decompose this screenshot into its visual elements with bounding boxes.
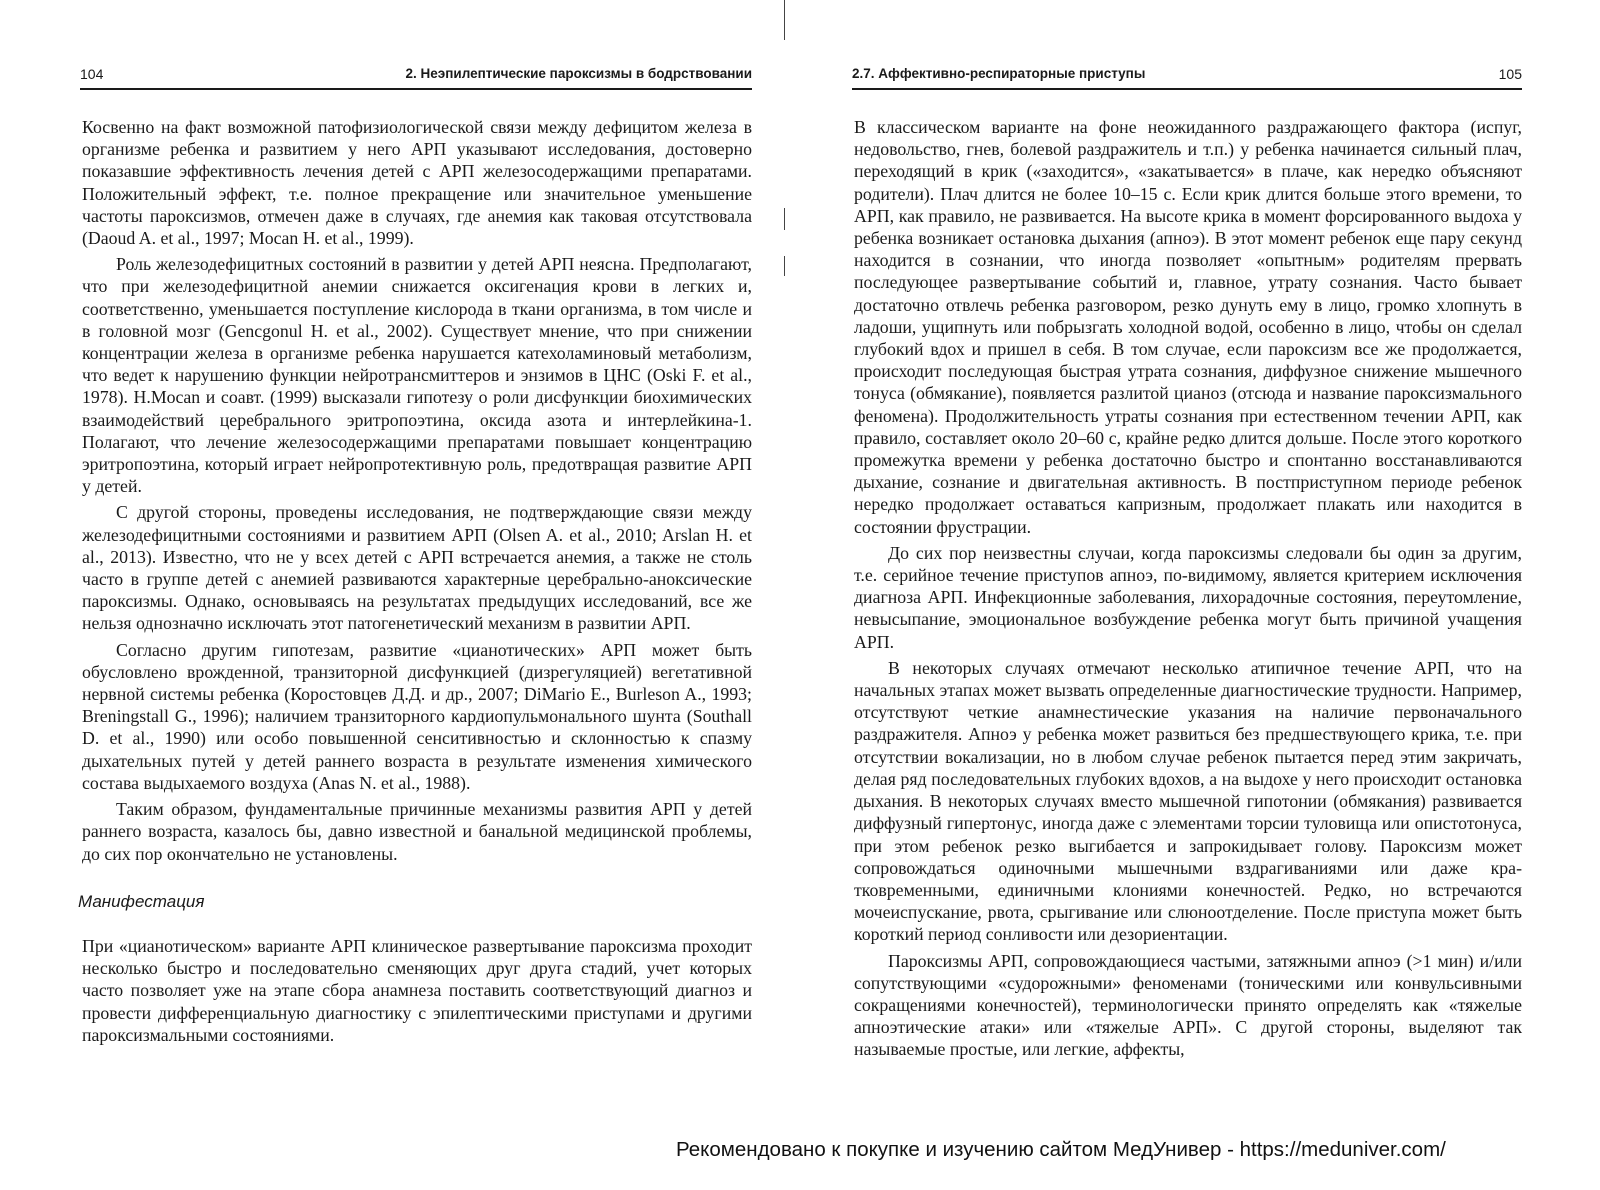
page-number-right: 105 bbox=[1498, 66, 1522, 82]
paragraph: До сих пор неизвестны случаи, когда пароксизмы следовали бы один за другим, т.е. серийное течение приступов апноэ, по-видимому, является критерием исключения диагноза АРП. Инфекционные заболевания, лихорадочные состояния, переутомление, невысыпание, эмоциональное возбуждение ребенка могут быть причиной учащения АРП. bbox=[854, 542, 1522, 652]
paragraph: При «цианотическом» варианте АРП клиническое развертывание пароксизма проходит несколько быстро и последовательно сменяющих друг друга стадий, учет которых часто позволяет уже на этапе сбора анамнеза поставить соответствующий диагноз и провести дифференциальную диагностику с эпилептическими приступами и другими пароксизмальными состояниями. bbox=[82, 935, 752, 1045]
page-number-left: 104 bbox=[80, 66, 104, 82]
running-head-title-right: 2.7. Аффективно-респираторные приступы bbox=[852, 66, 1146, 81]
gutter-mark bbox=[784, 208, 785, 230]
paragraph: С другой стороны, проведены исследования, не подтверждающие связи между железодефицитными состояниями и развитием АРП (Olsen A. et al., 2010; Arslan H. et al., 2013). Известно, что не у всех детей с АРП встречается анемия, а также не столь часто в группе детей с анемией развиваются характерные церебрально-аноксические пароксизмы. Однако, основываясь на результатах предыдущих исследований, все же нельзя однозначно исключать этот патогенетический механизм в развитии АРП. bbox=[82, 502, 752, 634]
paragraph: В некоторых случаях отмечают несколько атипичное течение АРП, что на начальных этапах может вызвать определенные диагностические трудности. Например, отсутствуют четкие анамнестические указания на наличие первоначального раздражителя. Апноэ у ребенка может развиться без предшествующего крика, т.е. при отсутствии вокализации, но в любом случае ребенок пытается перед этим закричать, делая ряд последовательных глубоких вдохов, а на выдохе у него происходит остановка дыхания. В некоторых случаях вместо мышечной гипотонии (обмякания) развивается диффузный гипертонус, иногда даже с элементами торсии туловища или опистотонуса, при этом ребенок резко выгибается и запрокидывает голову. Пароксизм может сопровождаться одиночными мышечными вздрагиваниями или даже кратковременными, единичными клониями конечностей. Редко, но встречаются мочеиспускание, рвота, срыгивание или слюноотделение. После приступа может быть короткий период сонливости или дезориентации. bbox=[854, 657, 1522, 945]
paragraph: В классическом варианте на фоне неожиданного раздражающего фактора (испуг, недовольство, гнев, болевой раздражитель и т.п.) у ребенка начинается сильный плач, переходящий в крик («заходится», «закатывается» в плаче, как нередко объясняют родители). Плач длится не более 10–15 с. Если крик длится больше этого времени, то АРП, как правило, не развивается. На высоте крика в момент форсированного выдоха у ребенка возникает остановка дыхания (апноэ). В этот момент ребенок еще пару секунд находится в сознании, что иногда позволяет «опытным» родителям прервать последующее развертывание событий и, главное, утрату сознания. Часто бывает достаточно отвлечь ребенка разговором, резко дунуть ему в лицо, громко хлопнуть в ладоши, ущипнуть или побрызгать холодной водой, особенно в лицо, чтобы он сделал глубокий вдох и пришел в себя. В том случае, если пароксизм все же продолжается, происходит последующая быстрая утрата сознания, диффузное снижение мышечного тонуса (обмякание), появляется разлитой цианоз (отсюда и название пароксизмального феномена). Продолжительность утраты сознания при естественном течении АРП, как правило, составляет около 20–60 с, крайне редко длится дольше. После этого короткого промежутка времени у ребенка достаточно быстро и спонтанно восстанавливаются дыхание, сознание и двигательная активность. В постприступном периоде ребенок нередко продолжает оставаться капризным, продолжает плакать или находится в состоянии фрустрации. bbox=[854, 117, 1522, 537]
right-page bbox=[800, 0, 1600, 1190]
paragraph: Таким образом, фундаментальные причинные механизмы развития АРП у детей раннего возраста, казалось бы, давно известной и банальной медицинской проблемы, до сих пор окончательно не установлены. bbox=[82, 799, 752, 864]
right-body-text bbox=[854, 116, 1522, 1065]
gutter-mark bbox=[784, 0, 785, 40]
footer-note: Рекомендовано к покупке и изучению сайтом МедУнивер - https://meduniver.com/ bbox=[676, 1138, 1446, 1161]
left-body-text bbox=[78, 116, 752, 1050]
paragraph: Согласно другим гипотезам, развитие «цианотических» АРП может быть обусловлено врожденной, транзиторной дисфункцией (дизрегуляцией) вегетативной нервной системы ребенка (Коростовцев Д.Д. и др., 2007; DiMario E., Burleson A., 1993; Breningstall G., 1996); наличием транзиторного кардиопульмонального шунта (Southall D. et al., 1990) или особо повышенной сенситивностью и склонностью к спазму дыхательных путей у детей раннего возраста в результате изменения химического состава выдыхаемого воздуха (Anas N. et al., 1988). bbox=[82, 639, 752, 793]
section-heading: Манифестация bbox=[78, 891, 205, 911]
running-head-title-left: 2. Неэпилептические пароксизмы в бодрствовании bbox=[405, 66, 752, 81]
running-head-right bbox=[852, 66, 1522, 90]
paragraph: Роль железодефицитных состояний в развитии у детей АРП неясна. Предполагают, что при железодефицитной анемии снижается оксигенация крови в легких и, соответственно, уменьшается поступление кислорода в ткани организма, в том числе и в головной мозг (Gencgonul H. et al., 2002). Существует мнение, что при снижении концентрации железа в организме ребенка нарушается катехоламиновый метаболизм, что ведет к нарушению функции нейротрансмиттеров и энзимов в ЦНС (Oski F. et al., 1978). H.Mocan и соавт. (1999) высказали гипотезу о роли дисфункции биохимических взаимодействий церебрального эритропоэтина, оксида азота и интерлейкина-1. Полагают, что лечение железосодержащими препаратами повышает концентрацию эритропоэтина, который играет нейропротективную роль, предотвращая развитие АРП у детей. bbox=[82, 254, 752, 497]
gutter-mark bbox=[784, 256, 785, 276]
paragraph: Косвенно на факт возможной патофизиологической связи между дефицитом железа в организме ребенка и развитием у него АРП указывают исследования, достоверно показавшие эффективность лечения детей с АРП железосодержащими препаратами. Положительный эффект, т.е. полное прекращение или значительное уменьшение частоты пароксизмов, отмечен даже в случаях, где анемия как таковая отсутствовала (Daoud A. et al., 1997; Mocan H. et al., 1999). bbox=[82, 117, 752, 249]
running-head-left bbox=[80, 66, 752, 90]
paragraph: Пароксизмы АРП, сопровождающиеся частыми, затяжными апноэ (>1 мин) и/или сопутствующими «судорожными» феноменами (тоническими или конвульсивными сокращениями конечностей), терминологически принято определять как «тяжелые апноэтические атаки» или «тяжелые АРП». С другой стороны, выделяют так называемые простые, или легкие, аффекты, bbox=[854, 950, 1522, 1060]
